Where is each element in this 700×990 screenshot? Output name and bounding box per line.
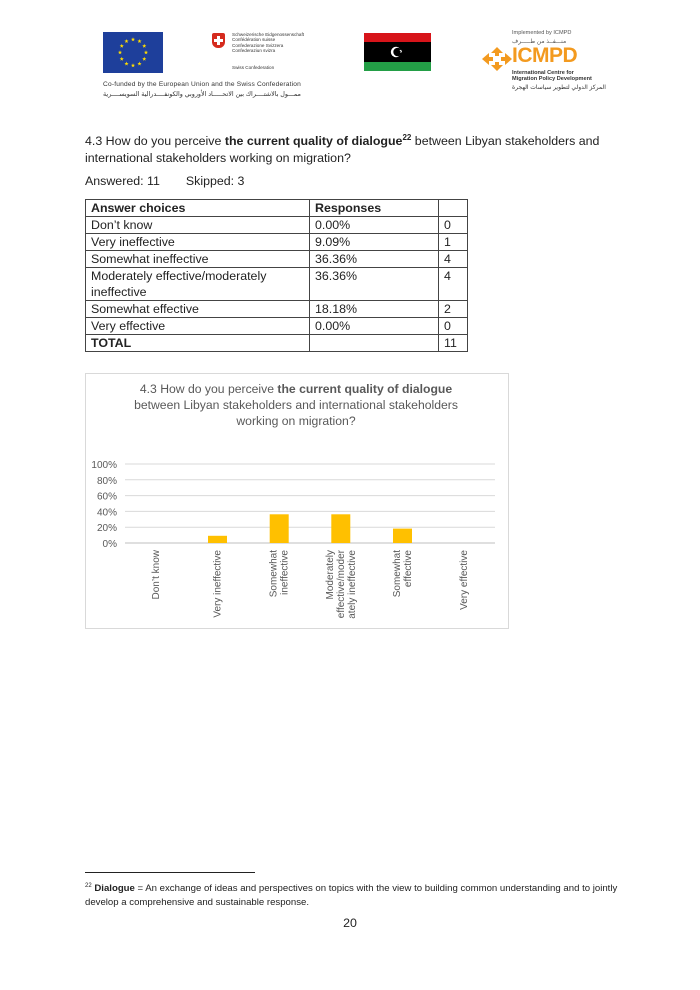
x-tick-label: Moderately: [324, 550, 336, 600]
libya-flag-logo: [364, 33, 431, 71]
question-text: 4.3 How do you perceive the current quality of dialogue$^{22}$ between Libyan stakeholders and international stakeholders working on migration?: [85, 133, 600, 166]
icmpd-arabic-name: المركز الدولي لتطوير سياسات الهجرة: [512, 85, 606, 91]
bar: [393, 529, 412, 543]
responses-table: [85, 199, 468, 352]
icmpd-arrows-icon: [482, 47, 512, 71]
answer-counts: [85, 174, 244, 188]
icmpd-arabic-top: منـــفــذ من طـــــرف: [512, 39, 567, 45]
y-tick-label: 40%: [96, 507, 117, 519]
footnote: $^{22}$ Dialogue = An exchange of ideas and perspectives on topics with the view to building common understanding and to jointly develop a comprehensive and sustainable response.: [85, 883, 618, 909]
icmpd-logo: [480, 28, 606, 100]
footnote-reference[interactable]: 22: [402, 133, 412, 142]
bar: [208, 536, 227, 543]
x-tick-label: Somewhat: [392, 550, 403, 598]
header-answer-choices: Answer choices: [86, 200, 310, 217]
skipped-count: Skipped: 3: [185, 174, 245, 188]
x-tick-label: ineffective: [279, 550, 291, 595]
bar: [331, 514, 350, 543]
footnote-rule: [85, 872, 255, 873]
table-total-row: TOTAL 11: [86, 335, 468, 352]
chart-title: 4.3 How do you perceive the current quality of dialogue between Libyan stakeholders and international stakeholders working on migration?: [134, 382, 458, 428]
x-tick-label: Very ineffective: [212, 550, 224, 618]
table-row: Moderately effective/moderately ineffective 36.36% 4: [86, 268, 468, 301]
eu-stars-icon: [103, 32, 163, 73]
y-tick-label: 60%: [96, 491, 117, 503]
x-tick-label: Somewhat: [268, 550, 280, 598]
bar: [270, 514, 289, 543]
x-tick-label: effective/moder: [335, 550, 347, 619]
swiss-confederation-logo: [212, 32, 322, 74]
bar-chart: [85, 373, 509, 629]
eu-flag-logo: [103, 32, 163, 73]
y-tick-label: 0%: [102, 539, 117, 550]
swiss-cross-icon: [212, 33, 225, 48]
y-tick-label: 100%: [91, 460, 117, 471]
cofunded-english: Co-funded by the European Union and the Swiss Confederation: [103, 81, 302, 88]
crescent-star-icon: [364, 42, 431, 62]
table-row: Very ineffective 9.09% 1: [86, 234, 468, 251]
x-tick-label: ately ineffective: [346, 550, 358, 619]
table-row: Very effective 0.00% 0: [86, 318, 468, 335]
x-tick-label: effective: [403, 550, 414, 588]
icmpd-acronym: ICMPD: [512, 44, 578, 67]
answered-count: Answered: 11: [85, 174, 160, 188]
table-row: Somewhat ineffective 36.36% 4: [86, 251, 468, 268]
swiss-confederation-label: Swiss Confederation: [232, 65, 275, 70]
y-tick-label: 20%: [96, 523, 117, 535]
page-number: 20: [343, 916, 357, 930]
x-tick-label: Don’t know: [150, 550, 162, 600]
table-row: Somewhat effective 18.18% 2: [86, 301, 468, 318]
table-header-row: [86, 200, 468, 217]
x-tick-label: Very effective: [459, 550, 471, 610]
y-tick-label: 80%: [96, 475, 117, 487]
table-row: Don’t know 0.00% 0: [86, 217, 468, 234]
implemented-by-label: Implemented by ICMPD: [512, 30, 572, 36]
header-count: [439, 200, 468, 217]
swiss-names: Schweizerische Eidgenossenschaft Confédération suisse Confederazione Svizzera Confederaziun svizra: [232, 32, 305, 54]
header-responses: Responses: [310, 200, 439, 217]
icmpd-full-name: International Centre for Migration Policy Development: [512, 70, 592, 83]
cofunded-arabic: ممـــول بالاشتــــراك بين الاتحـــــاد الأوروبي والكونفــــدرالية السويســــرية: [103, 91, 301, 98]
